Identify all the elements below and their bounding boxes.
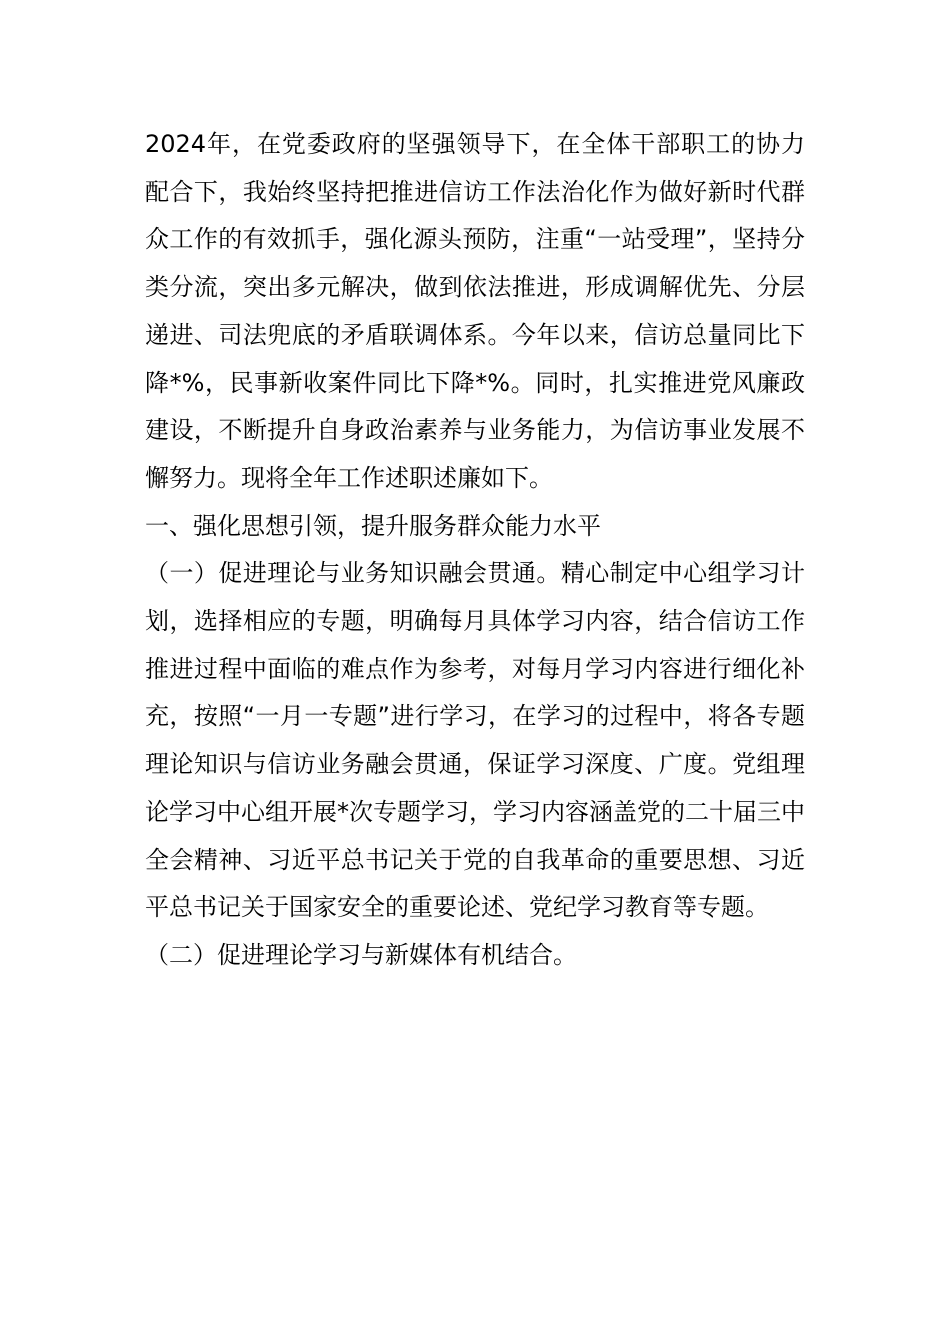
document-body	[145, 121, 805, 980]
subsection-heading: （二）促进理论学习与新媒体有机结合。	[145, 940, 577, 969]
section-heading: 一、强化思想引领，提升服务群众能力水平	[145, 511, 601, 540]
intro-paragraph: 2024年，在党委政府的坚强领导下，在全体干部职工的协力配合下，我始终坚持把推进信访工作法治化作为做好新时代群众工作的有效抓手，强化源头预防，注重“一站受理”，坚持分类分流，突出多元解决，做到依法推进，形成调解优先、分层递进、司法兜底的矛盾联调体系。今年以来，信访总量同比下降*%，民事新收案件同比下降*%。同时，扎实推进党风廉政建设，不断提升自身政治素养与业务能力，为信访事业发展不懈努力。现将全年工作述职述廉如下。	[145, 130, 805, 492]
subsection-paragraph: （一）促进理论与业务知识融会贯通。精心制定中心组学习计划，选择相应的专题，明确每月具体学习内容，结合信访工作推进过程中面临的难点作为参考，对每月学习内容进行细化补充，按照“一月一专题”进行学习，在学习的过程中，将各专题理论知识与信访业务融会贯通，保证学习深度、广度。党组理论学习中心组开展*次专题学习，学习内容涵盖党的二十届三中全会精神、习近平总书记关于党的自我革命的重要思想、习近平总书记关于国家安全的重要论述、党纪学习教育等专题。	[145, 559, 805, 922]
